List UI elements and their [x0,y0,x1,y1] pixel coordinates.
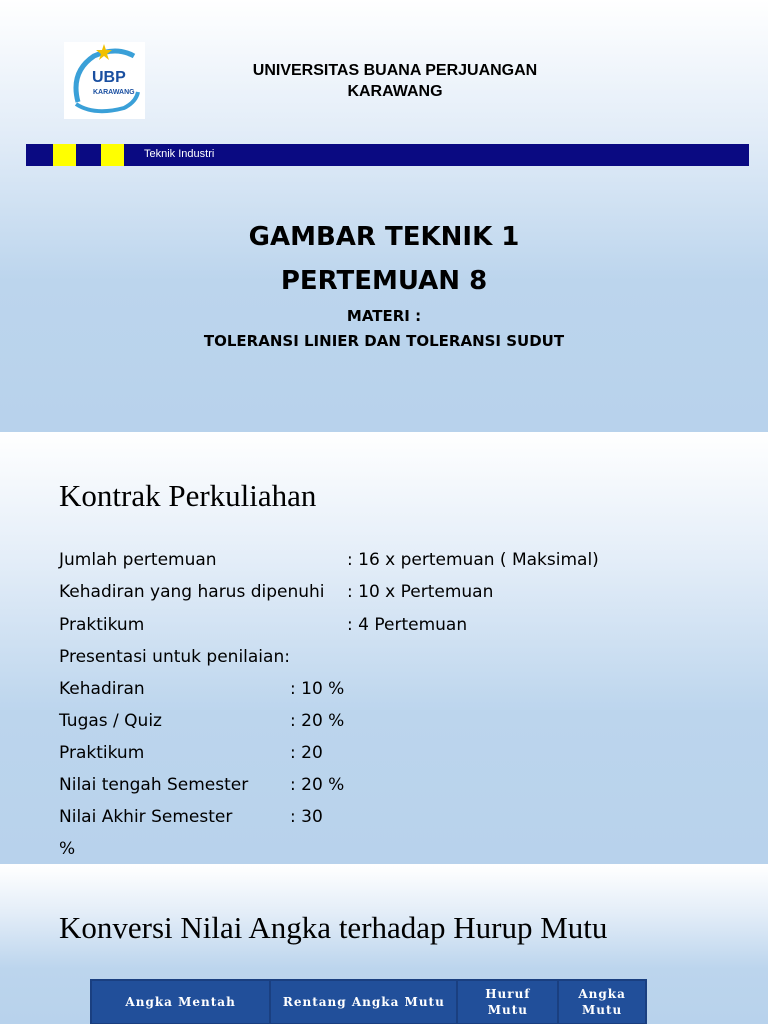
university-name-line1: UNIVERSITAS BUANA PERJUANGAN [252,62,538,79]
ubp-logo-icon [64,42,145,119]
contract-row [59,775,345,795]
row-label: Praktikum [59,615,145,635]
contract-row [59,550,599,570]
band-square [101,144,124,166]
materi-label: MATERI : [346,307,422,325]
row-value: : 20 % [290,775,345,795]
university-name [170,60,620,102]
row-value: : 30 [290,807,323,827]
table-header-row [91,980,646,1024]
table-header-cell: Angka Mentah [91,980,270,1024]
contract-row [59,839,75,859]
row-label: Nilai tengah Semester [59,775,249,795]
grade-table [90,979,647,1024]
row-label: Kehadiran yang harus dipenuhi [59,582,325,602]
row-label: Presentasi untuk penilaian: [59,647,290,667]
row-label: Kehadiran [59,679,145,699]
row-value: : 10 x Pertemuan [347,582,494,602]
row-label: Nilai Akhir Semester [59,807,233,827]
row-label: Praktikum [59,743,145,763]
course-title: GAMBAR TEKNIK 1 [248,222,520,252]
table-header-cell: Huruf Mutu [457,980,558,1024]
row-label: Jumlah pertemuan [59,550,217,570]
contract-row [59,711,345,731]
table-header-cell: Angka Mutu [558,980,646,1024]
row-label: Tugas / Quiz [59,711,162,731]
row-value: : 20 % [290,711,345,731]
row-value: : 10 % [290,679,345,699]
band-square [53,144,76,166]
university-logo [64,42,145,119]
title-slide [0,0,768,432]
department-label: Teknik Industri [144,148,215,160]
contract-row [59,647,290,667]
slide-heading: Kontrak Perkuliahan [59,478,317,513]
contract-row [59,615,468,635]
row-value: : 20 [290,743,323,763]
grade-conversion-slide [0,866,768,1024]
table-header-cell: Rentang Angka Mutu [270,980,457,1024]
contract-row [59,582,494,602]
contract-slide [0,432,768,864]
row-value: : 4 Pertemuan [347,615,468,635]
meeting-title: PERTEMUAN 8 [280,266,488,296]
slide-heading: Konversi Nilai Angka terhadap Hurup Mutu [59,910,608,945]
row-value: : 16 x pertemuan ( Maksimal) [347,550,599,570]
row-label: % [59,839,76,859]
department-band [26,144,749,166]
university-name-line2: KARAWANG [347,83,443,100]
contract-row [59,679,345,699]
contract-row [59,743,323,763]
logo-text: UBP [92,69,126,86]
materi-topic: TOLERANSI LINIER DAN TOLERANSI SUDUT [203,332,565,350]
contract-row [59,807,323,827]
logo-subtext: KARAWANG [93,89,135,96]
